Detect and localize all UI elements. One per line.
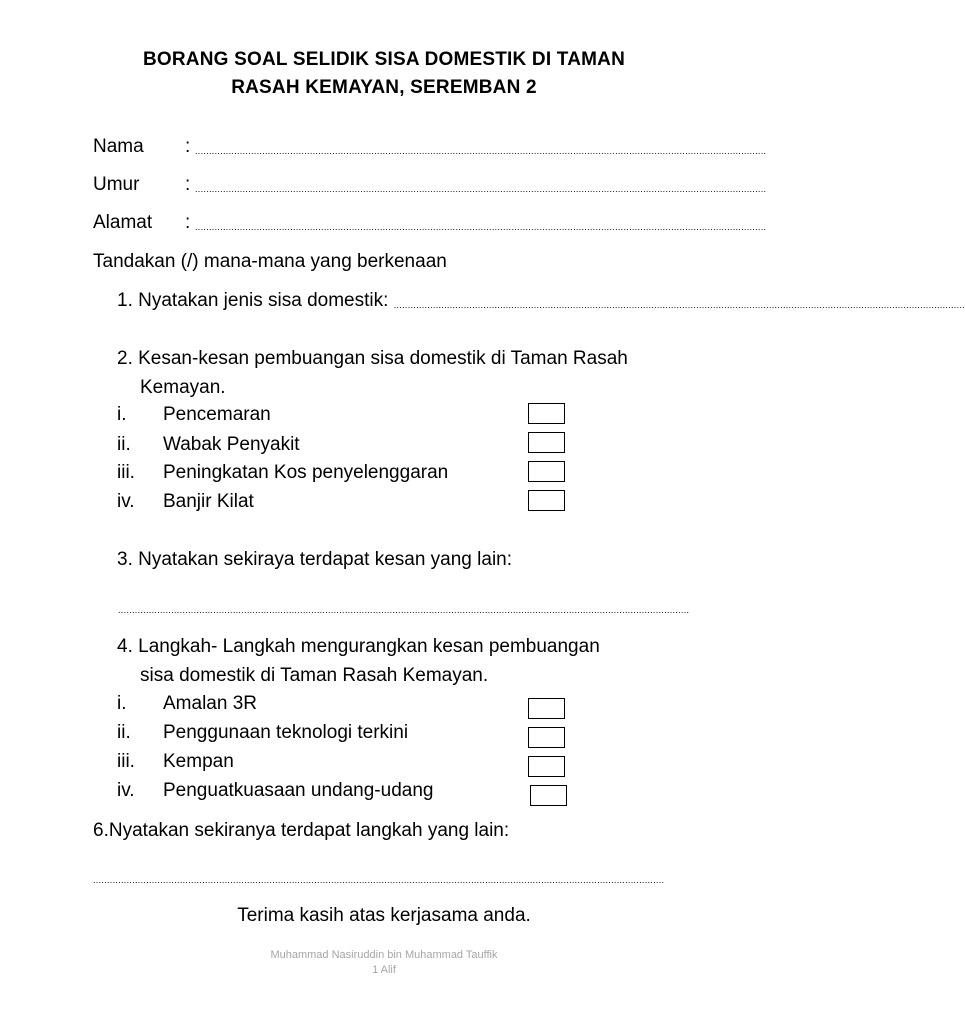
field-nama-blank[interactable]: ............................................................................................................................................................................................................: [195, 146, 767, 156]
field-alamat-blank[interactable]: ............................................................................................................................................................................................................: [195, 222, 767, 232]
q2-option-2-checkbox[interactable]: [528, 432, 565, 453]
q2-option-3: [117, 461, 448, 485]
field-umur-label: Umur: [93, 174, 140, 195]
footer-class: 1 Alif: [372, 964, 396, 976]
q4-option-1: [117, 692, 257, 716]
field-umur-blank[interactable]: ............................................................................................................................................................................................................: [195, 184, 767, 194]
page-footer: [180, 948, 588, 978]
q2-option-3-number: iii.: [117, 462, 135, 483]
q4-option-4-checkbox[interactable]: [530, 785, 567, 806]
field-alamat: [93, 211, 767, 237]
field-nama-colon: :: [185, 136, 191, 157]
q4-option-4-text: Penguatkuasaan undang-udang: [163, 780, 434, 801]
form-title: [80, 46, 688, 102]
q4-option-3-checkbox[interactable]: [528, 756, 565, 777]
instruction-text: Tandakan (/) mana-mana yang berkenaan: [93, 251, 447, 272]
q4-option-1-text: Amalan 3R: [163, 693, 257, 714]
question-1-blank[interactable]: ............................................................................................................................................................................................................: [393, 300, 965, 310]
question-1: [117, 289, 965, 315]
q4-option-1-checkbox[interactable]: [528, 698, 565, 719]
q4-option-3-text: Kempan: [163, 751, 234, 772]
q2-option-1-number: i.: [117, 404, 127, 425]
thank-you-text: Terima kasih atas kerjasama anda.: [237, 905, 531, 926]
field-nama-label: Nama: [93, 136, 144, 157]
q2-option-4-text: Banjir Kilat: [163, 491, 254, 512]
footer-author: Muhammad Nasiruddin bin Muhammad Tauffik: [270, 949, 498, 961]
q2-option-1-text: Pencemaran: [163, 404, 271, 425]
question-6-answer-line: [93, 864, 673, 890]
q2-option-1-checkbox[interactable]: [528, 403, 565, 424]
q2-option-2-number: ii.: [117, 434, 131, 455]
q2-option-1: [117, 403, 271, 427]
question-3-answer-line: [118, 594, 690, 620]
q4-option-3: [117, 750, 234, 774]
q4-option-1-number: i.: [117, 693, 127, 714]
question-4-line-1: 4. Langkah- Langkah mengurangkan kesan pembuangan: [117, 636, 600, 657]
q4-option-3-number: iii.: [117, 751, 135, 772]
field-umur-colon: :: [185, 174, 191, 195]
question-3-blank[interactable]: ............................................................................................................................................................................................................: [118, 605, 690, 615]
q2-option-4: [117, 490, 254, 514]
form-title-line-1: BORANG SOAL SELIDIK SISA DOMESTIK DI TAMAN: [142, 49, 625, 70]
field-alamat-colon: :: [185, 212, 191, 233]
q2-option-4-number: iv.: [117, 491, 135, 512]
question-4-line-2: sisa domestik di Taman Rasah Kemayan.: [140, 665, 489, 686]
q2-option-2-text: Wabak Penyakit: [163, 434, 300, 455]
q4-option-4: [117, 779, 433, 803]
question-2-line-1: 2. Kesan-kesan pembuangan sisa domestik di Taman Rasah: [117, 348, 628, 369]
q4-option-2-text: Penggunaan teknologi terkini: [163, 722, 409, 743]
field-alamat-label: Alamat: [93, 212, 153, 233]
form-title-line-2: RASAH KEMAYAN, SEREMBAN 2: [231, 77, 537, 98]
q4-option-2-checkbox[interactable]: [528, 727, 565, 748]
question-2-line-2: Kemayan.: [140, 377, 226, 398]
field-nama: [93, 135, 767, 161]
q4-option-2-number: ii.: [117, 722, 131, 743]
question-1-text: 1. Nyatakan jenis sisa domestik:: [117, 290, 389, 311]
q2-option-2: [117, 433, 300, 457]
q4-option-2: [117, 721, 408, 745]
q2-option-3-checkbox[interactable]: [528, 461, 565, 482]
q2-option-3-text: Peningkatan Kos penyelenggaran: [163, 462, 449, 483]
field-umur: [93, 173, 767, 199]
question-3-text: 3. Nyatakan sekiraya terdapat kesan yang lain:: [117, 549, 513, 570]
question-6-text: 6.Nyatakan sekiranya terdapat langkah yang lain:: [93, 820, 510, 841]
q2-option-4-checkbox[interactable]: [528, 490, 565, 511]
q4-option-4-number: iv.: [117, 780, 135, 801]
question-6-blank[interactable]: ............................................................................................................................................................................................................: [93, 875, 665, 885]
